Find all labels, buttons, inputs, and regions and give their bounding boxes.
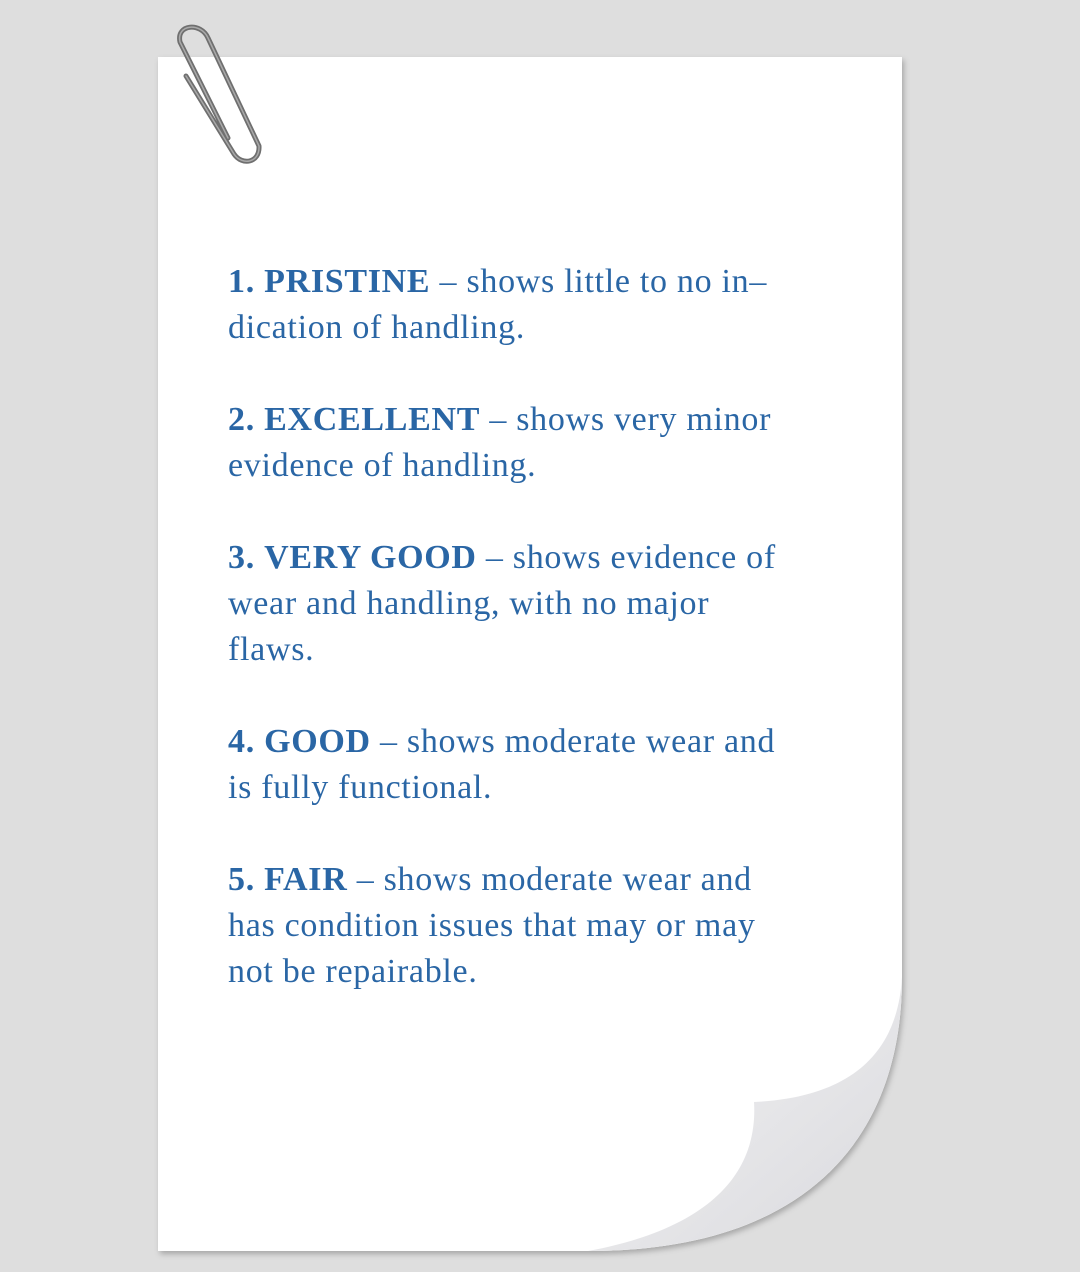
grade-term: EXCELLENT <box>264 401 481 438</box>
grade-description: wear and handling, with no major <box>228 585 710 622</box>
list-item <box>228 259 848 351</box>
grade-description: shows very minor <box>516 401 772 438</box>
grade-description: dication of handling. <box>228 309 526 346</box>
grade-description: shows little to no in– <box>466 263 768 300</box>
grade-term: PRISTINE <box>264 263 431 300</box>
grade-dash: – <box>356 861 375 898</box>
grade-description: has condition issues that may or may <box>228 907 756 944</box>
list-item <box>228 857 848 995</box>
grade-description: shows moderate wear and <box>406 723 776 760</box>
list-item <box>228 397 848 489</box>
paperclip-icon <box>168 18 268 168</box>
grade-description: is fully functional. <box>228 769 493 806</box>
list-item <box>228 535 848 673</box>
grade-dash: – <box>380 723 398 760</box>
grade-number: 5. <box>228 861 255 898</box>
grade-description: flaws. <box>228 631 315 668</box>
grade-term: VERY GOOD <box>264 539 477 576</box>
grade-description: evidence of handling. <box>228 447 537 484</box>
grade-number: 1. <box>228 263 255 300</box>
grade-description: shows evidence of <box>512 539 776 576</box>
grade-number: 4. <box>228 723 255 760</box>
grade-dash: – <box>439 263 458 300</box>
condition-grades-list <box>228 259 848 1041</box>
grade-dash: – <box>489 401 508 438</box>
grade-description: not be repairable. <box>228 953 478 990</box>
grade-number: 3. <box>228 539 255 576</box>
grade-description: shows moderate wear and <box>383 861 752 898</box>
list-item <box>228 719 848 811</box>
grade-term: FAIR <box>264 861 348 898</box>
grade-dash: – <box>485 539 504 576</box>
grade-number: 2. <box>228 401 255 438</box>
grade-term: GOOD <box>264 723 371 760</box>
